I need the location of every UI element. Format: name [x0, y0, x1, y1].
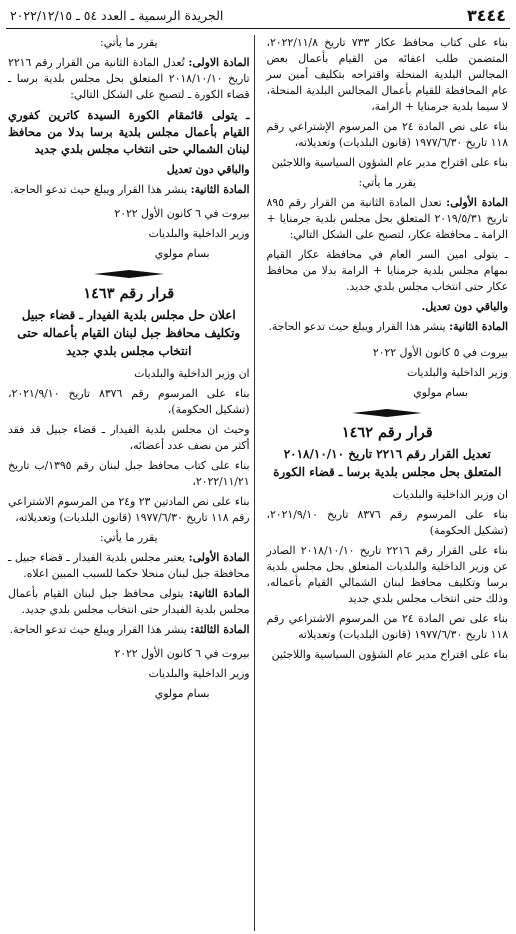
article-2 [8, 182, 250, 198]
article-label: المادة الأولى: [446, 196, 508, 209]
article-label: المادة الاولى: [188, 56, 250, 69]
signing-date: بيروت في ٦ كانون الأول ٢٠٢٢ [114, 647, 250, 660]
article-1 [8, 55, 250, 103]
paragraph: بناء على كتاب محافظ عكار ٧٣٣ تاريخ ٢٠٢٢/١١/٨، المتضمن طلب اعفائه من القيام بأعمال بعض المجالس البلدية المنحلة واقتراحه بتكليف أمين سر عام المحافظة للقيام بأعمال المجالس البلدية المنحلة، لا سيما بلدية جرمنايا + الرامة، [266, 36, 508, 113]
decision-subject: تعديل القرار رقم ٢٢١٦ تاريخ ٢٠١٨/١٠/١٠ المتعلق بحل مجلس بلدية برسا ـ قضاء الكورة [273, 447, 502, 479]
paragraph: بناء على نص المادتين ٢٣ و٢٤ من المرسوم الاشتراعي رقم ١١٨ تاريخ ١٩٧٧/٦/٣٠ (قانون البلديات) وتعديلاته، [8, 495, 250, 524]
right-column [265, 35, 511, 931]
signing-date: بيروت في ٥ كانون الأول ٢٠٢٢ [372, 346, 508, 359]
decides-heading: يقرر ما يأتي: [100, 531, 158, 544]
paragraph: ان وزير الداخلية والبلديات [134, 367, 250, 380]
article-text: ينشر هذا القرار ويبلغ حيث تدعو الحاجة. [268, 320, 450, 333]
column-divider [254, 35, 255, 931]
minister-title: وزير الداخلية والبلديات [148, 667, 250, 680]
minister-title: وزير الداخلية والبلديات [148, 227, 250, 240]
article-label: المادة الثانية: [190, 183, 250, 196]
decision-title: قرار رقم ١٤٦٣ [83, 285, 175, 302]
article-label: المادة الثانية: [188, 587, 250, 600]
article-label: المادة الأولى: [188, 551, 250, 564]
article-3 [8, 622, 250, 638]
article-1-body: ـ يتولى امين السر العام في محافظة عكار القيام بمهام مجلس بلدية جرمنايا + الرامة بدلا من محافظ عكار حتى انتخاب مجلس بلدي جديد. [266, 248, 508, 293]
article-label: المادة الثالثة: [190, 623, 250, 636]
article-1 [8, 550, 250, 582]
paragraph: بناء على القرار رقم ٢٢١٦ تاريخ ٢٠١٨/١٠/١٠ الصادر عن وزير الداخلية والبلديات المتعلق بحل مجلس بلدية برسا وتكليف محافظ لبنان الشمالي القيام بأعماله، وذلك حتى انتخاب مجلس بلدي جديد [266, 544, 508, 605]
section-separator [352, 409, 422, 417]
article-2 [8, 586, 250, 618]
article-text: يتولى محافظ جبل لبنان القيام بأعمال مجلس بلدية الفيدار حتى انتخاب مجلس بلدي جديد. [8, 587, 250, 616]
minister-name: بسام مولوي [413, 386, 468, 399]
decision-title: قرار رقم ١٤٦٢ [341, 424, 433, 441]
gazette-title: الجريدة الرسمية ـ العدد ٥٤ ـ ٢٠٢٢/١٢/١٥ [10, 7, 224, 23]
unchanged-note: والباقي دون تعديل. [421, 300, 508, 313]
minister-title: وزير الداخلية والبلديات [407, 366, 508, 379]
decides-heading: يقرر ما يأتي: [100, 36, 158, 49]
paragraph: ان وزير الداخلية والبلديات [392, 488, 508, 501]
minister-name: بسام مولوي [154, 247, 210, 260]
paragraph: بناء على المرسوم رقم ٨٣٧٦ تاريخ ٢٠٢١/٩/١٠، (تشكيل الحكومة)، [8, 387, 250, 416]
decides-heading: يقرر ما يأتي: [358, 176, 416, 189]
paragraph: بناء على اقتراح مدير عام الشؤون السياسية واللاجئين [271, 156, 508, 169]
unchanged-note: والباقي دون تعديل [166, 163, 250, 176]
article-1-body: ـ يتولى قائمقام الكورة السيدة كاترين كفوري القيام بأعمال مجلس بلدية برسا بدلا من محافظ لبنان الشمالي حتى انتخاب مجلس بلدي جديد [8, 108, 250, 156]
paragraph: بناء على المرسوم رقم ٨٣٧٦ تاريخ ٢٠٢١/٩/١٠، (تشكيل الحكومة) [266, 508, 508, 537]
article-text: ينشر هذا القرار ويبلغ حيث تدعو الحاجة. [9, 623, 191, 636]
paragraph: بناء على نص المادة ٢٤ من المرسوم الإشتراعي رقم ١١٨ تاريخ ١٩٧٧/٦/٣٠ (قانون البلديات) وتعديلاته، [266, 120, 508, 149]
paragraph: وحيث ان مجلس بلدية الفيدار ـ قضاء جبيل قد فقد أكثر من نصف عدد أعضائه، [8, 423, 250, 452]
paragraph: بناء على كتاب محافظ جبل لبنان رقم ١٣٩٥/ب تاريخ ٢٠٢٢/١١/٢١، [8, 459, 250, 488]
article-text: تُعدل المادة الثانية من القرار رقم ٢٢١٦ تاريخ ٢٠١٨/١٠/١٠ المتعلق بحل مجلس بلدية برسا ـ قضاء الكورة ـ لتصبح على الشكل التالي: [8, 56, 250, 101]
paragraph: بناء على اقتراح مدير عام الشؤون السياسية واللاجئين [271, 648, 508, 661]
article-2 [267, 319, 509, 335]
article-label: المادة الثانية: [449, 320, 508, 333]
minister-name: بسام مولوي [154, 687, 210, 700]
page-header [6, 4, 510, 29]
paragraph: بناء على نص المادة ٢٤ من المرسوم الاشتراعي رقم ١١٨ تاريخ ١٩٧٧/٦/٣٠ (قانون البلديات) وتعديلاته [266, 612, 508, 641]
article-text: تعدل المادة الثانية من القرار رقم ٨٩٥ تاريخ ٢٠١٩/٥/٣١ المتعلق بحل مجلس بلدية جرمنايا + الرامة ـ محافظة عكار، لتصبح على الشكل التالي: [266, 196, 508, 241]
article-text: ينشر هذا القرار ويبلغ حيث تدعو الحاجة. [9, 183, 191, 196]
columns [6, 35, 510, 931]
article-1 [267, 195, 509, 243]
decision-subject: اعلان حل مجلس بلدية الفيدار ـ قضاء جبيل وتكليف محافظ جبل لبنان القيام بأعماله حتى انتخاب مجلس بلدي جديد [17, 308, 241, 358]
page-number: ٣٤٤٤ [466, 5, 506, 25]
left-column [6, 35, 252, 931]
section-separator [94, 270, 164, 278]
signing-date: بيروت في ٦ كانون الأول ٢٠٢٢ [114, 207, 250, 220]
article-text: يعتبر مجلس بلدية الفيدار ـ قضاء جبيل ـ محافظة جبل لبنان منحلا حكما للسبب المبين اعلاه. [8, 551, 250, 580]
